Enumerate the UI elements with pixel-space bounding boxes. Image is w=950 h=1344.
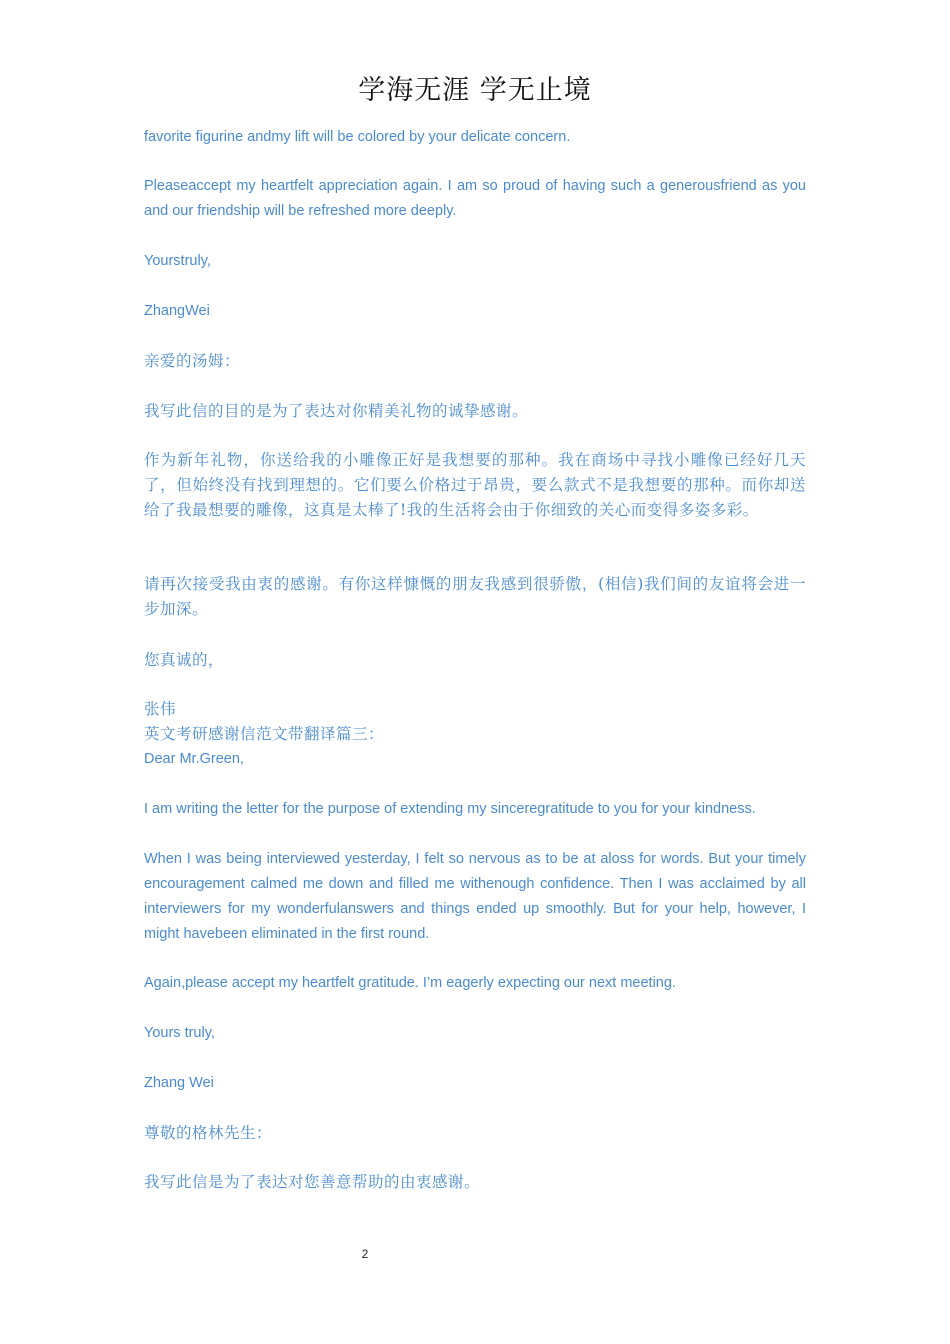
section-heading: 英文考研感谢信范文带翻译篇三： — [144, 725, 385, 743]
salutation: 尊敬的格林先生： — [144, 1124, 273, 1142]
signature: ZhangWei — [144, 303, 210, 319]
closing-line: Yourstruly, — [144, 253, 211, 269]
signature: 张伟 — [144, 700, 177, 718]
closing-line: Yours truly, — [144, 1025, 215, 1041]
salutation: Dear Mr.Green, — [144, 751, 244, 767]
body-paragraph: When I was being interviewed yesterday, I felt so nervous as to be at aloss for words. But your timely encouragement calmed me down and filled me withenough confidence. Then I was acclaimed by all interviewers for my wonderfulanswers and things ended up smoothly. But for your help, however, I might havebeen eliminated in the first round. — [144, 851, 806, 942]
page-header-title: 学海无涯 学无止境 — [358, 75, 592, 106]
body-paragraph: I am writing the letter for the purpose of extending my sinceregratitude to you for your kindness. — [144, 801, 756, 817]
page-number: 2 — [361, 1247, 369, 1261]
body-paragraph: 我写此信是为了表达对您善意帮助的由衷感谢。 — [144, 1173, 481, 1191]
body-paragraph: 作为新年礼物，你送给我的小雕像正好是我想要的那种。我在商场中寻找小雕像已经好几天了，但始终没有找到理想的。它们要么价格过于昂贵，要么款式不是我想要的那种。而你却送给了我最想要的雕像，这真是太棒了!我的生活将会由于你细致的关心而变得多姿多彩。 — [144, 451, 806, 519]
body-paragraph: 我写此信的目的是为了表达对你精美礼物的诚挚感谢。 — [144, 402, 529, 420]
body-paragraph: Again,please accept my heartfelt gratitude. I’m eagerly expecting our next meeting. — [144, 975, 676, 991]
body-paragraph: 请再次接受我由衷的感谢。有你这样慷慨的朋友我感到很骄傲，(相信)我们间的友谊将会进一步加深。 — [144, 575, 806, 618]
closing-line: 您真诚的， — [144, 651, 225, 669]
salutation: 亲爱的汤姆： — [144, 352, 241, 370]
signature: Zhang Wei — [144, 1075, 214, 1091]
body-paragraph: favorite figurine andmy lift will be colored by your delicate concern. — [144, 129, 571, 145]
body-paragraph: Pleaseaccept my heartfelt appreciation again. I am so proud of having such a generousfriend as you and our friendship will be refreshed more deeply. — [144, 178, 806, 219]
